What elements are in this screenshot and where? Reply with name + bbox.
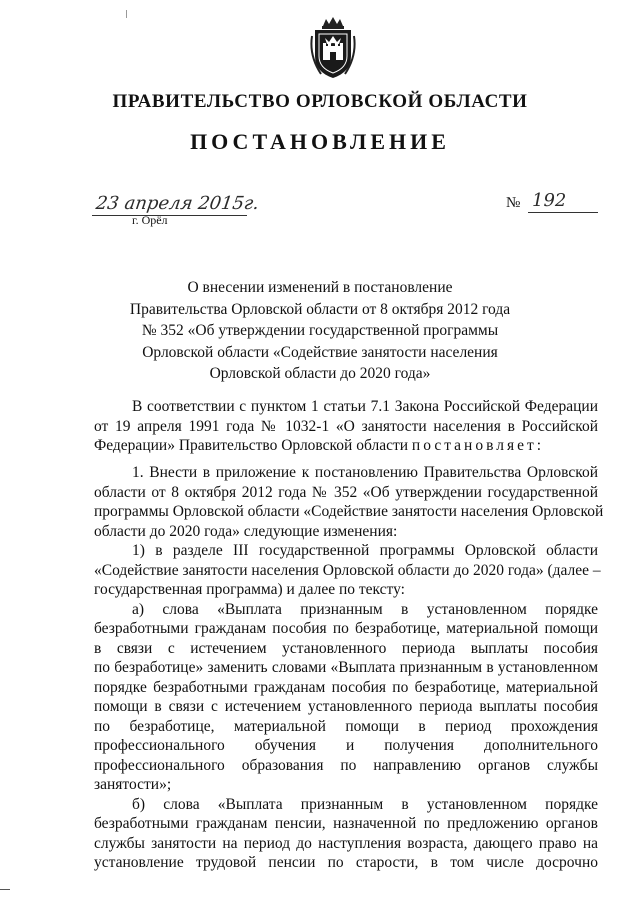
- text-line: по безработице» заменить словами «Выплата признанным в установленном: [94, 659, 598, 676]
- handwritten-date: 23 апреля 2015г.: [94, 193, 261, 214]
- city-label: г. Орёл: [132, 213, 168, 227]
- text-line: профессионального обучения и получения дополнительного: [94, 737, 598, 754]
- document-type-heading: ПОСТАНОВЛЕНИЕ: [190, 129, 450, 154]
- text-line: 1) в разделе III государственной программы Орловской области: [132, 542, 598, 559]
- coat-of-arms-icon: [309, 16, 357, 80]
- margin-mark: [0, 889, 10, 890]
- text-line: безработными гражданам пенсии, назначенной по предложению органов: [94, 815, 598, 832]
- title-line: О внесении изменений в постановление: [187, 279, 453, 296]
- date-underline: [92, 215, 247, 216]
- text-line: б) слова «Выплата признанным в установленном порядке: [132, 795, 598, 813]
- text-line: от 19 апреля 1991 года № 1032-1 «О занятости населения в Российской: [94, 417, 598, 435]
- number-underline: [528, 212, 598, 213]
- text-line: службы занятости на период до наступления возраста, дающего право на: [94, 834, 598, 852]
- text-line: занятости»;: [94, 776, 172, 793]
- text-line: установление трудовой пенсии по старости, в том числе досрочно: [94, 854, 598, 871]
- scan-mark: [126, 10, 127, 18]
- item-1-section: [94, 463, 604, 873]
- government-name: ПРАВИТЕЛЬСТВО ОРЛОВСКОЙ ОБЛАСТИ: [112, 91, 528, 112]
- text-line: в связи с истечением установленного периода выплаты пособия: [94, 639, 598, 657]
- text-line: «Содействие занятости населения Орловской области до 2020 года» (далее –: [94, 561, 601, 579]
- title-line: Правительства Орловской области от 8 октября 2012 года: [129, 300, 511, 318]
- number-label: №: [506, 195, 521, 211]
- decree-title: [100, 277, 540, 385]
- text-line: профессионального образования по направлению органов службы: [94, 756, 598, 774]
- text-line: программы Орловской области «Содействие занятости населения Орловской: [94, 503, 604, 520]
- text-line: безработными гражданам пособия по безработице, материальной помощи: [94, 620, 598, 637]
- preamble-paragraph: [94, 397, 598, 456]
- text-line: В соответствии с пунктом 1 статьи 7.1 Закона Российской Федерации: [132, 398, 598, 415]
- handwritten-number: 192: [532, 190, 567, 211]
- text-line: порядке безработными гражданам пособия по безработице, материальной: [94, 678, 598, 696]
- resolves-word: постановляет: [411, 437, 537, 454]
- title-line: № 352 «Об утверждении государственной программы: [141, 322, 499, 339]
- text-line: 1. Внести в приложение к постановлению Правительства Орловской: [132, 464, 598, 481]
- title-line: Орловской области «Содействие занятости населения: [142, 343, 498, 361]
- text-line: государственная программа) и далее по тексту:: [94, 581, 405, 598]
- text-line: [94, 436, 598, 456]
- text-line: области от 8 октября 2012 года № 352 «Об утверждении государственной: [94, 483, 598, 501]
- text-line: помощи в связи с истечением установленного периода выплаты пособия: [94, 698, 598, 715]
- text-fragment: :: [536, 437, 542, 454]
- text-line: а) слова «Выплата признанным в установленном порядке: [132, 600, 598, 618]
- text-fragment: Федерации» Правительство Орловской области: [94, 437, 412, 454]
- title-line: Орловской области до 2020 года»: [209, 365, 431, 382]
- text-line: области до 2020 года» следующие изменения:: [94, 522, 398, 540]
- text-line: по безработице, материальной помощи в период прохождения: [94, 717, 598, 735]
